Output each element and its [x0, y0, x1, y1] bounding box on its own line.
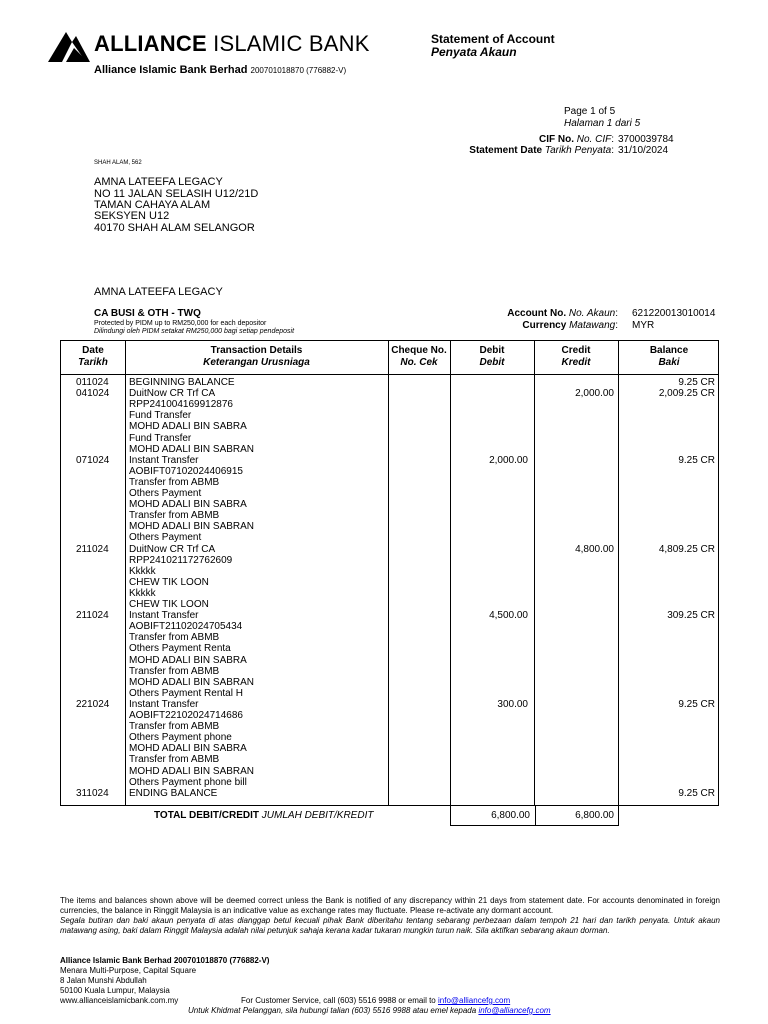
page-number-malay: Halaman 1 dari 5 [564, 118, 641, 129]
column-header-balance: Balance Baki [649, 345, 689, 368]
txn-detail-line: CHEW TIK LOON [129, 599, 209, 610]
footer-address-line: 50100 Kuala Lumpur, Malaysia [60, 986, 170, 995]
txn-detail-line: Transfer from ABMB [129, 665, 220, 677]
address-line: AMNA LATEEFA LEGACY [94, 176, 223, 188]
pidm-note: Protected by PIDM up to RM250,000 for each depositor [94, 320, 267, 327]
footer-bank-name: Alliance Islamic Bank Berhad 200701018870 (776882-V) [60, 956, 270, 965]
txn-detail-line: DuitNow CR Trf CA [129, 388, 216, 400]
txn-detail-line: AOBIFT07102024406915 [129, 465, 243, 477]
txn-date: 211024 [76, 610, 109, 622]
cif-label: CIF No. No. CIF: [538, 134, 614, 145]
column-header-cheque: Cheque No. No. Cek [391, 345, 447, 368]
txn-detail-line: MOHD ADALI BIN SABRA [129, 654, 247, 666]
txn-detail-line: Transfer from ABMB [129, 721, 220, 733]
account-number-label: Account No. No. Akaun: [507, 308, 618, 319]
txn-detail-line: MOHD ADALI BIN SABRA [129, 743, 247, 755]
txn-detail-line: Fund Transfer [129, 432, 192, 444]
txn-balance: 9.25 CR [678, 377, 715, 388]
footer-address-line: 8 Jalan Munshi Abdullah [60, 976, 147, 985]
txn-detail-line: Others Payment Rental H [129, 687, 243, 699]
txn-detail-line: AOBIFT22102024714686 [129, 710, 243, 721]
txn-detail-line: Instant Transfer [129, 698, 199, 710]
txn-detail-line: MOHD ADALI BIN SABRA [129, 499, 247, 511]
txn-balance: 9.25 CR [678, 454, 715, 466]
txn-balance: 9.25 CR [678, 787, 715, 799]
txn-detail-line: ENDING BALANCE [129, 787, 218, 799]
txn-date: 071024 [76, 454, 110, 466]
txn-detail-line: RPP241004169912876 [129, 399, 233, 411]
txn-detail-line: BEGINNING BALANCE [129, 377, 235, 388]
alliance-logo-icon [46, 28, 90, 64]
disclaimer-malay: Segala butiran dan baki akaun penyata di atas dianggap betul kecuali pihak Bank diberitahu tentang sebarang perbezaan dalam tempoh 21 hari dan tarikh penyata. Untuk akaun matawang asing, baki dalam Ringgit Malaysia adalah nilai petunjuk sahaja kerana kadar tukaran mungkin turun naik. Sila aktifkan sebarang akaun dorman. [60, 916, 720, 935]
branch-code: SHAH ALAM, 562 [94, 160, 142, 166]
txn-date: 211024 [76, 543, 109, 555]
txn-detail-line: Transfer from ABMB [129, 754, 220, 766]
txn-balance: 2,009.25 CR [658, 388, 715, 400]
cif-value: 3700039784 [618, 134, 674, 145]
statement-title: Statement of Account [431, 32, 555, 46]
totals-box [450, 806, 619, 826]
txn-detail-line: Others Payment [129, 488, 202, 499]
email-link[interactable]: info@alliancefg.com [438, 996, 511, 1005]
total-credit: 6,800.00 [575, 810, 614, 821]
txn-detail-line: Others Payment Renta [129, 643, 231, 655]
address-line: TAMAN CAHAYA ALAM [94, 199, 211, 211]
txn-detail-line: MOHD ADALI BIN SABRAN [129, 443, 255, 455]
txn-detail-line: Others Payment phone bill [129, 776, 247, 788]
txn-credit: 4,800.00 [575, 543, 614, 555]
pidm-note-malay: Dilindungi oleh PIDM setakat RM250,000 bagi setiap pendeposit [94, 328, 295, 335]
txn-detail-line: AOBIFT21102024705434 [129, 621, 243, 633]
txn-detail-line: RPP241021172762609 [129, 554, 233, 566]
account-type: CA BUSI & OTH - TWQ [94, 308, 201, 319]
address-line: NO 11 JALAN SELASIH U12/21D [94, 188, 259, 200]
currency-label: Currency Matawang: [522, 320, 618, 331]
txn-detail-line: Instant Transfer [129, 454, 199, 466]
txn-date: 011024 [76, 377, 109, 388]
statement-date-label: Statement Date Tarikh Penyata: [469, 145, 614, 156]
total-debit: 6,800.00 [491, 810, 530, 821]
txn-detail-line: Fund Transfer [129, 410, 192, 422]
txn-balance: 309.25 CR [667, 610, 715, 622]
customer-service-line: For Customer Service, call (603) 5516 9988 or email to info@alliancefg.com [241, 996, 511, 1005]
txn-detail-line: CHEW TIK LOON [129, 576, 209, 588]
website-link[interactable]: www.allianceislamicbank.com.my [60, 996, 179, 1005]
address-line: SEKSYEN U12 [94, 210, 170, 222]
page-number: Page 1 of 5 [564, 106, 616, 117]
txn-debit: 4,500.00 [489, 610, 528, 622]
txn-detail-line: DuitNow CR Trf CA [129, 543, 216, 555]
txn-debit: 300.00 [497, 698, 528, 710]
txn-detail-line: MOHD ADALI BIN SABRAN [129, 521, 255, 533]
txn-debit: 2,000.00 [489, 454, 528, 466]
txn-detail-line: MOHD ADALI BIN SABRAN [129, 676, 255, 688]
footer-address-line: Menara Multi-Purpose, Capital Square [60, 966, 197, 975]
txn-detail-line: MOHD ADALI BIN SABRA [129, 421, 247, 433]
txn-detail-line: Kkkkk [129, 587, 156, 599]
column-header-date: Date Tarikh [78, 345, 108, 368]
txn-balance: 9.25 CR [678, 698, 715, 710]
txn-balance: 4,809.25 CR [658, 543, 715, 555]
disclaimer-english: The items and balances shown above will be deemed correct unless the Bank is notified of any discrepancy within 21 days from statement date. For accounts denominated in foreign currencies, the balance in Ringgit Malaysia is an indicative value as exchange rates may fluctuate. Please re-activate any dormant account. [60, 896, 720, 915]
txn-detail-line: Transfer from ABMB [129, 476, 220, 488]
column-header-debit: Debit Debit [479, 345, 505, 368]
txn-detail-line: Kkkkk [129, 565, 156, 577]
currency-value: MYR [632, 320, 655, 331]
statement-date-value: 31/10/2024 [618, 145, 669, 156]
account-holder: AMNA LATEEFA LEGACY [94, 286, 223, 298]
email-link[interactable]: info@alliancefg.com [478, 1006, 551, 1015]
customer-service-line-malay: Untuk Khidmat Pelanggan, sila hubungi talian (603) 5516 9988 atau emel kepada info@alliancefg.com [188, 1006, 551, 1015]
txn-detail-line: Others Payment [129, 532, 202, 544]
txn-detail-line: MOHD ADALI BIN SABRAN [129, 765, 255, 777]
transaction-table [60, 340, 719, 806]
column-header-credit: Credit Kredit [561, 345, 591, 368]
bank-logo-text: ALLIANCE ISLAMIC BANK [94, 31, 370, 56]
txn-detail-line: Transfer from ABMB [129, 510, 220, 522]
statement-title-malay: Penyata Akaun [431, 45, 517, 59]
txn-date: 041024 [76, 388, 110, 400]
txn-date: 221024 [76, 698, 110, 710]
txn-detail-line: Others Payment phone [129, 732, 232, 744]
address-line: 40170 SHAH ALAM SELANGOR [94, 222, 255, 234]
txn-date: 311024 [76, 787, 109, 799]
total-label: TOTAL DEBIT/CREDIT JUMLAH DEBIT/KREDIT [154, 810, 374, 821]
column-header-details: Transaction Details Keterangan Urusniaga [203, 345, 310, 368]
txn-detail-line: Transfer from ABMB [129, 632, 220, 644]
disclaimer [60, 896, 720, 936]
txn-detail-line: Instant Transfer [129, 610, 199, 622]
txn-credit: 2,000.00 [575, 388, 614, 400]
bank-logo-subtitle: Alliance Islamic Bank Berhad 200701018870 (776882-V) [94, 64, 347, 76]
account-number-value: 621220013010014 [632, 308, 716, 319]
